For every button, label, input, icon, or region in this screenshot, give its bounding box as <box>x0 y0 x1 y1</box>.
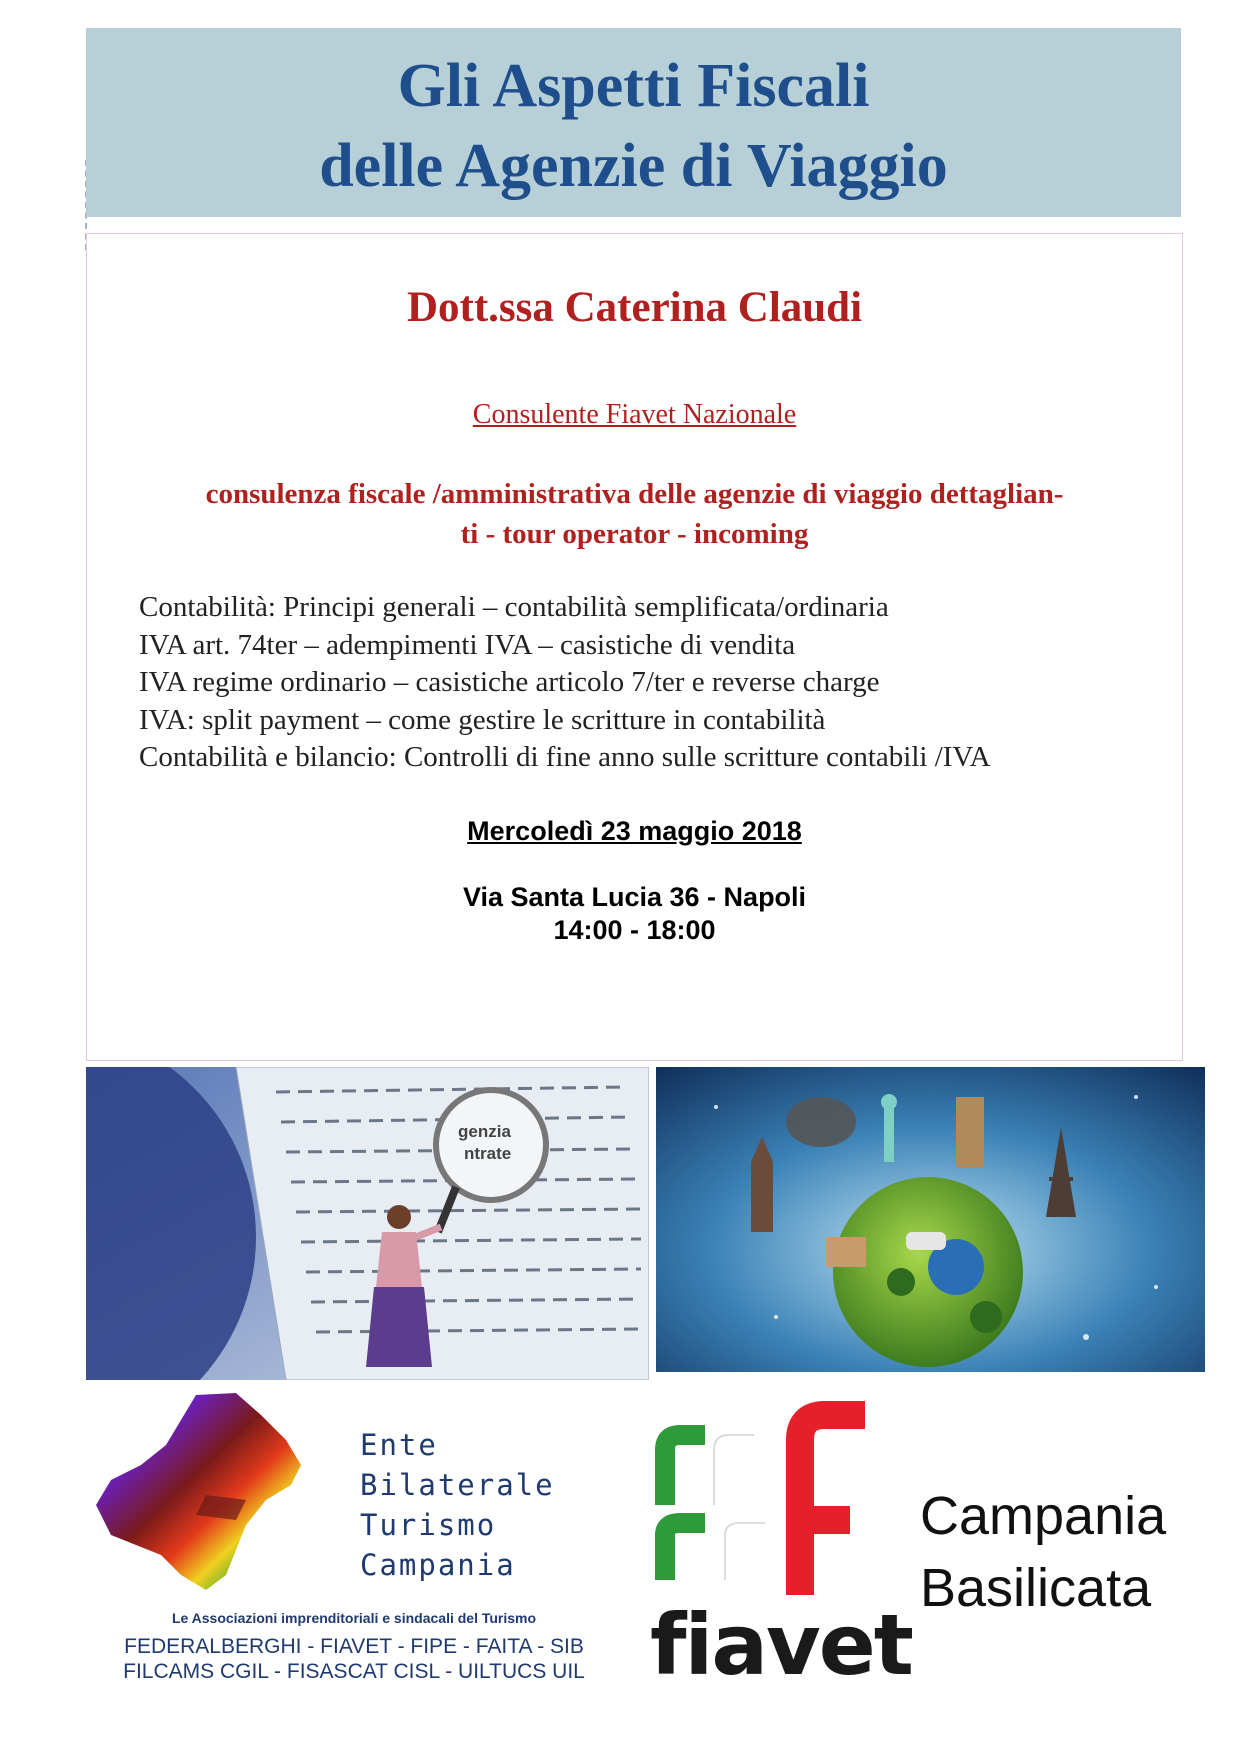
associations-line-1: FEDERALBERGHI - FIAVET - FIPE - FAITA - SIB <box>124 1635 584 1658</box>
title-line-1: Gli Aspetti Fiscali <box>397 52 870 120</box>
globe-landmarks-image <box>656 1067 1205 1372</box>
ebtc-line-4: Campania <box>360 1548 516 1582</box>
fiavet-region <box>920 1480 1166 1624</box>
event-date-text: Mercoledì 23 maggio 2018 <box>467 816 802 846</box>
speaker-name: Dott.ssa Caterina Claudi <box>406 284 863 331</box>
description-line-2: ti - tour operator - incoming <box>460 518 809 550</box>
event-address: Via Santa Lucia 36 - Napoli <box>462 882 807 912</box>
title-line-2: delle Agenzie di Viaggio <box>319 132 948 200</box>
ebtc-line-1: Ente <box>360 1428 438 1462</box>
tax-illustration-image <box>86 1067 649 1380</box>
associations-title: Le Associazioni imprenditoriali e sindacali del Turismo <box>171 1610 537 1626</box>
fiavet-logo <box>650 1395 912 1695</box>
tax-illustration-graphic <box>86 1067 649 1380</box>
campania-map-icon <box>86 1385 346 1600</box>
globe-illustration-graphic <box>656 1067 1205 1372</box>
fiavet-f-icon <box>650 1395 895 1605</box>
topics-list <box>139 589 991 777</box>
ebtc-logo <box>86 1385 606 1690</box>
topic-item: IVA regime ordinario – casistiche articolo 7/ter e reverse charge <box>139 666 880 698</box>
description-line-1: consulenza fiscale /amministrativa delle agenzie di viaggio dettaglian- <box>205 478 1064 510</box>
fiavet-wordmark: fiavet <box>650 1596 912 1694</box>
ebtc-line-2: Bilaterale <box>360 1468 555 1502</box>
agenzia-logo-text-2: ntrate <box>464 1144 512 1163</box>
course-description <box>127 474 1142 554</box>
region-line-1: Campania <box>920 1486 1167 1546</box>
event-date <box>87 814 1182 848</box>
topic-item: IVA art. 74ter – adempimenti IVA – casistiche di vendita <box>139 628 796 661</box>
topic-item: Contabilità e bilancio: Controlli di fine anno sulle scritture contabili /IVA <box>139 741 991 773</box>
agenzia-logo-text-1: genzia <box>458 1122 511 1141</box>
topic-item: IVA: split payment – come gestire le scritture in contabilità <box>139 703 826 736</box>
ebtc-name <box>360 1425 555 1585</box>
event-venue <box>87 881 1182 947</box>
title-banner <box>86 28 1181 217</box>
info-panel <box>86 233 1183 1061</box>
topic-item: Contabilità: Principi generali – contabilità semplificata/ordinaria <box>139 591 889 623</box>
ebtc-line-3: Turismo <box>360 1508 497 1542</box>
associations-line-2: FILCAMS CGIL - FISASCAT CISL - UILTUCS UIL <box>123 1660 585 1683</box>
associations-block <box>104 1610 604 1684</box>
region-line-2: Basilicata <box>920 1558 1152 1618</box>
event-time: 14:00 - 18:00 <box>553 915 716 945</box>
speaker-role: Consulente Fiavet Nazionale <box>472 399 797 430</box>
